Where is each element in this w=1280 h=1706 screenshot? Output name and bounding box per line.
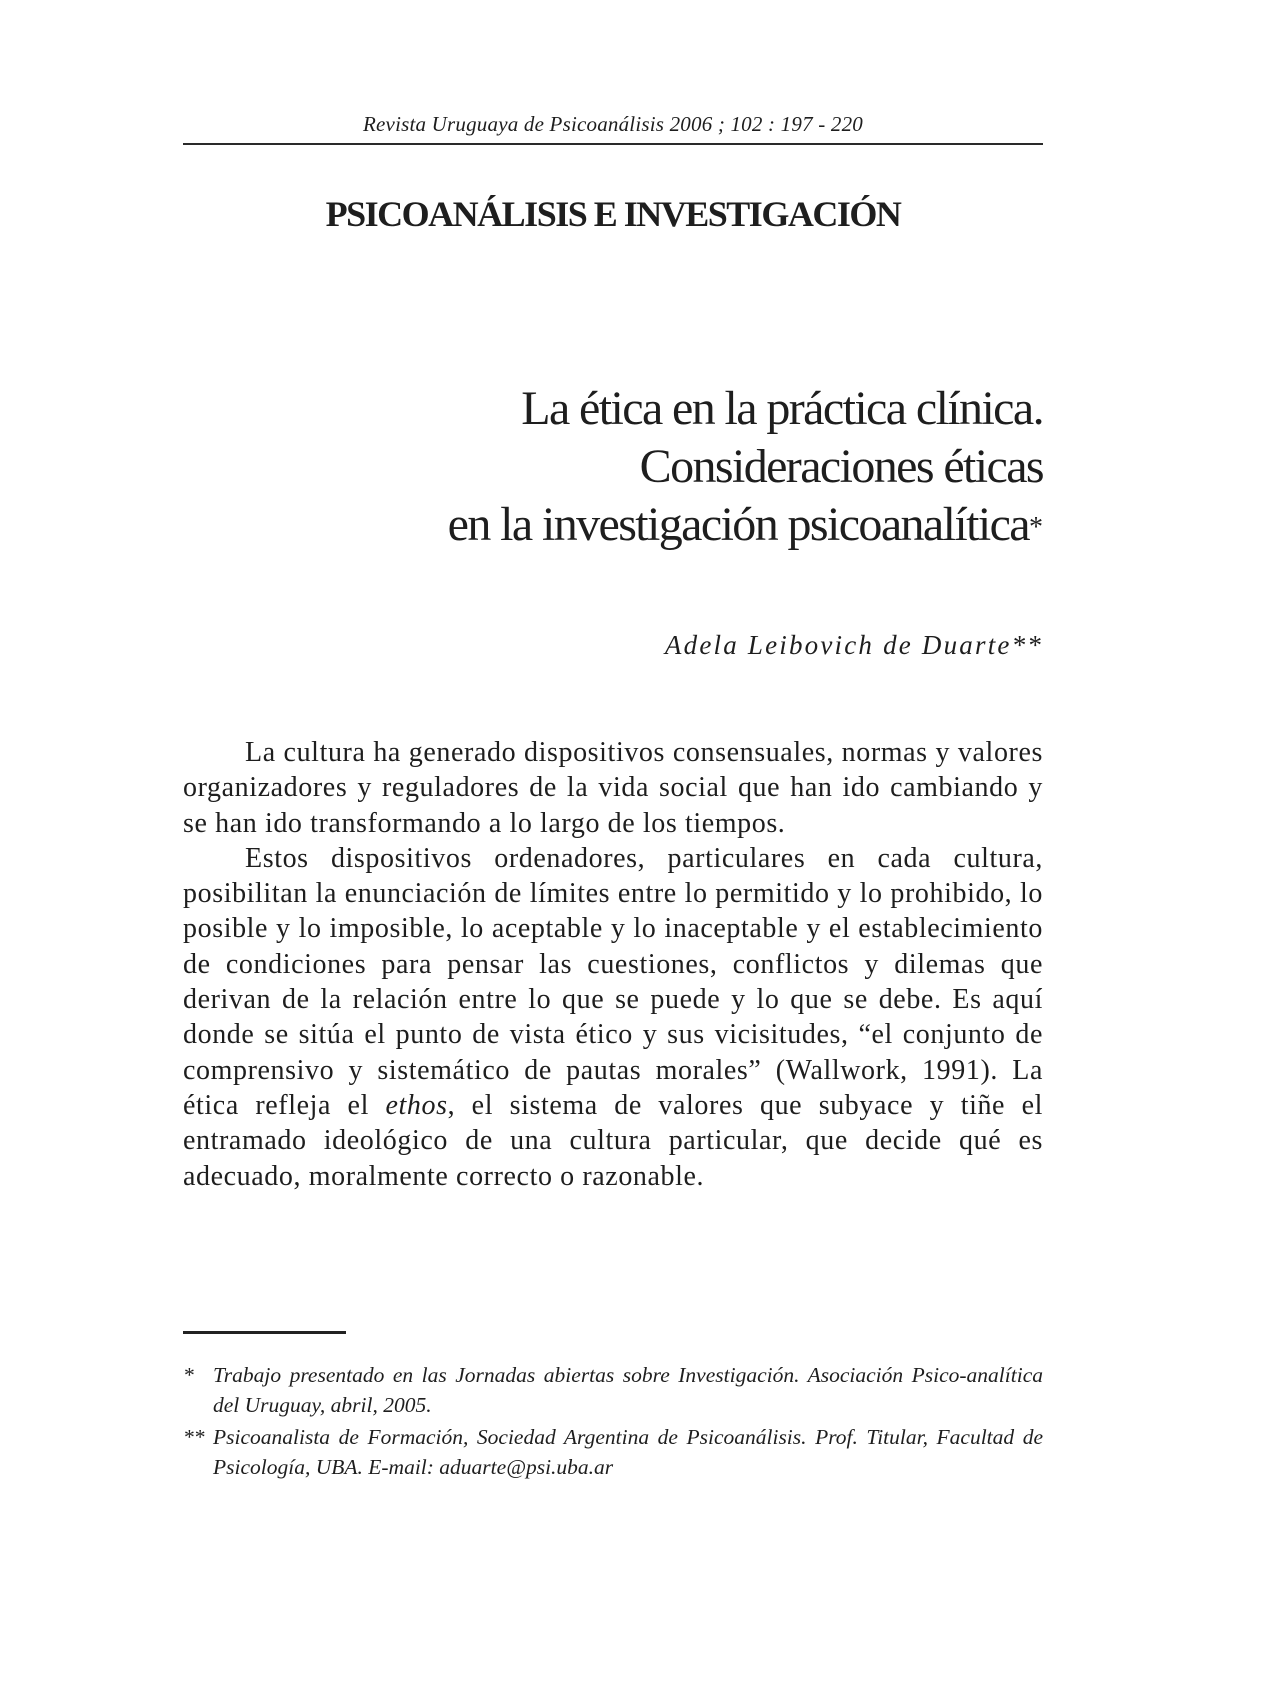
footnote-rule	[183, 1331, 346, 1334]
footnote-2	[183, 1422, 1043, 1482]
running-head: Revista Uruguaya de Psicoanálisis 2006 ; 102 : 197 - 220	[363, 112, 863, 136]
title-line-1: La ética en la práctica clínica.	[521, 382, 1043, 435]
title-footnote-marker: *	[1029, 512, 1043, 543]
article-body	[183, 735, 1043, 1194]
title-line-3-text: en la investigación psicoanalítica	[447, 498, 1029, 551]
section-title: PSICOANÁLISIS E INVESTIGACIÓN	[325, 194, 901, 234]
footnotes	[183, 1360, 1043, 1484]
footnote-1-text: Trabajo presentado en las Jornadas abiertas sobre Investigación. Asociación Psico-analítica del Uruguay, abril, 2005.	[213, 1363, 1043, 1417]
article-title	[448, 380, 1043, 557]
title-line-2: Consideraciones éticas	[639, 440, 1043, 493]
footnote-2-marker: **	[183, 1425, 205, 1449]
footnote-2-text: Psicoanalista de Formación, Sociedad Argentina de Psicoanálisis. Prof. Titular, Facultad de Psicología, UBA. E-mail: aduarte@psi.uba.ar	[213, 1425, 1043, 1479]
paragraph-2-text-b: , el sistema de valores que subyace y tiñe el entramado ideológico de una cultura particular, que decide qué es adecuado, moralmente correcto o razonable.	[183, 1089, 1043, 1192]
paragraph-1: La cultura ha generado dispositivos consensuales, normas y valores organizadores y reguladores de la vida social que han ido cambiando y se han ido transformando a lo largo de los tiempos.	[183, 737, 1043, 839]
paragraph-2	[183, 841, 1043, 1194]
paragraph-2-text-a: Estos dispositivos ordenadores, particulares en cada cultura, posibilitan la enunciación de límites entre lo permitido y lo prohibido, lo posible y lo imposible, lo aceptable y lo inaceptable y el establecimiento de condiciones para pensar las cuestiones, conflictos y dilemas que derivan de la relación entre lo que se puede y lo que se debe. Es aquí donde se sitúa el punto de vista ético y sus vicisitudes, “el conjunto de comprensivo y sistemático de pautas morales” (Wallwork, 1991). La ética refleja el	[183, 842, 1043, 1121]
author-name: Adela Leibovich de Duarte**	[664, 630, 1043, 660]
footnote-1	[183, 1360, 1043, 1420]
title-line-3	[448, 496, 1043, 557]
paragraph-2-emphasis: ethos	[385, 1089, 448, 1121]
footnote-1-marker: *	[183, 1363, 194, 1387]
header-rule	[183, 143, 1043, 145]
